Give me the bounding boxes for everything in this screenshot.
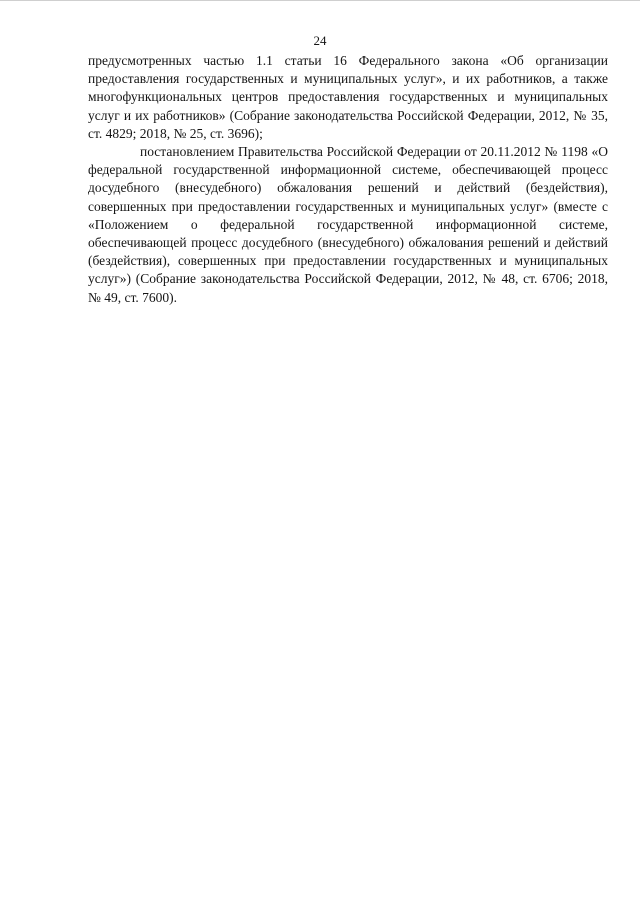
page-top-edge	[0, 0, 640, 1]
document-body	[88, 52, 608, 307]
paragraph-continuation: предусмотренных частью 1.1 статьи 16 Федерального закона «Об организации предоставления государственных и муниципальных услуг», и их работников, а также многофункциональных центров предоставления государственных и муниципальных услуг и их работников» (Собрание законодательства Российской Федерации, 2012, № 35, ст. 4829; 2018, № 25, ст. 3696);	[88, 53, 608, 141]
page-number: 24	[313, 33, 327, 48]
paragraph-government-resolution: постановлением Правительства Российской Федерации от 20.11.2012 № 1198 «О федеральной государственной информационной системе, обеспечивающей процесс досудебного (внесудебного) обжалования решений и действий (бездействия), совершенных при предоставлении государственных и муниципальных услуг» (вместе с «Положением о федеральной государственной информационной системе, обеспечивающей процесс досудебного (внесудебного) обжалования решений и действий (бездействия), совершенных при предоставлении государственных и муниципальных услуг») (Собрание законодательства Российской Федерации, 2012, № 48, ст. 6706; 2018, № 49, ст. 7600).	[88, 144, 608, 305]
